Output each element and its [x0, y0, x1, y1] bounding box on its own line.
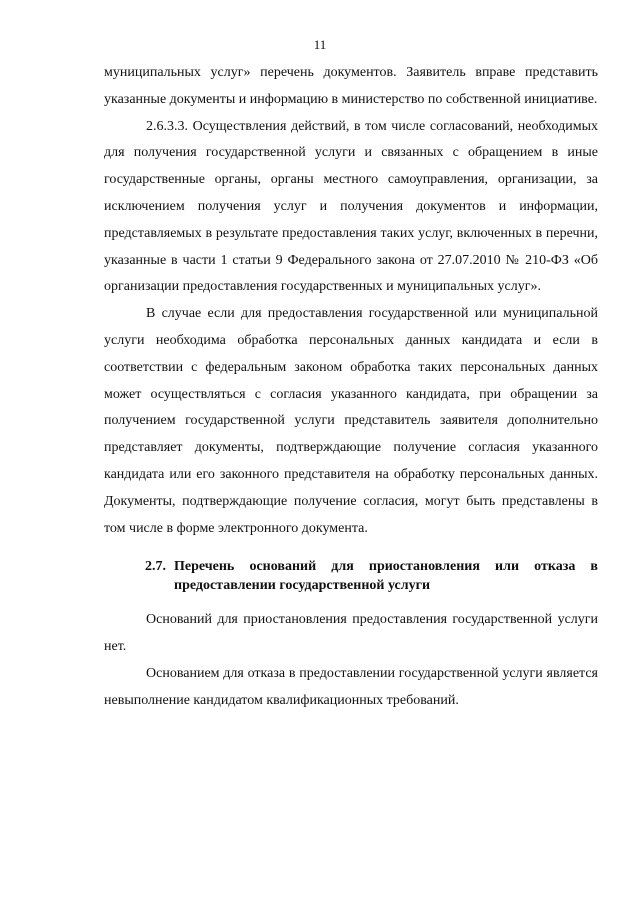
section-heading: [104, 557, 598, 595]
paragraph-continuation: муниципальных услуг» перечень документов. Заявитель вправе представить указанные документы и информацию в министерство по собственной инициативе.: [104, 65, 598, 107]
page-number: 11: [313, 37, 327, 52]
paragraph-2-6-3-3: 2.6.3.3. Осуществления действий, в том числе согласований, необходимых для получения государственной услуги и связанных с обращением в иные государственные органы, органы местного самоуправления, организации, за исключением получения услуг и получения документов и информации, представляемых в результате предоставления таких услуг, включенных в перечни, указанные в части 1 статьи 9 Федерального закона от 27.07.2010 № 210-ФЗ «Об организации предоставления государственных и муниципальных услуг».: [104, 118, 598, 295]
section-title: Перечень оснований для приостановления или отказа в предоставлении государственной услуги: [174, 559, 598, 594]
paragraph-personal-data: В случае если для предоставления государственной или муниципальной услуги необходима обработка персональных данных кандидата и если в соответствии с федеральным законом обработка таких персональных данных может осуществляться с согласия указанного кандидата, при обращении за получением государственной услуги представитель заявителя дополнительно представляет документы, подтверждающие получение согласия указанного кандидата или его законного представителя на обработку персональных данных. Документы, подтверждающие получение согласия, могут быть представлены в том числе в форме электронного документа.: [104, 306, 598, 536]
paragraph-refusal-grounds: Основанием для отказа в предоставлении государственной услуги является невыполнение кандидатом квалификационных требований.: [104, 665, 598, 708]
section-number: 2.7.: [145, 559, 166, 575]
paragraph-no-suspension: Оснований для приостановления предоставления государственной услуги нет.: [104, 612, 598, 655]
document-body: [104, 60, 598, 715]
